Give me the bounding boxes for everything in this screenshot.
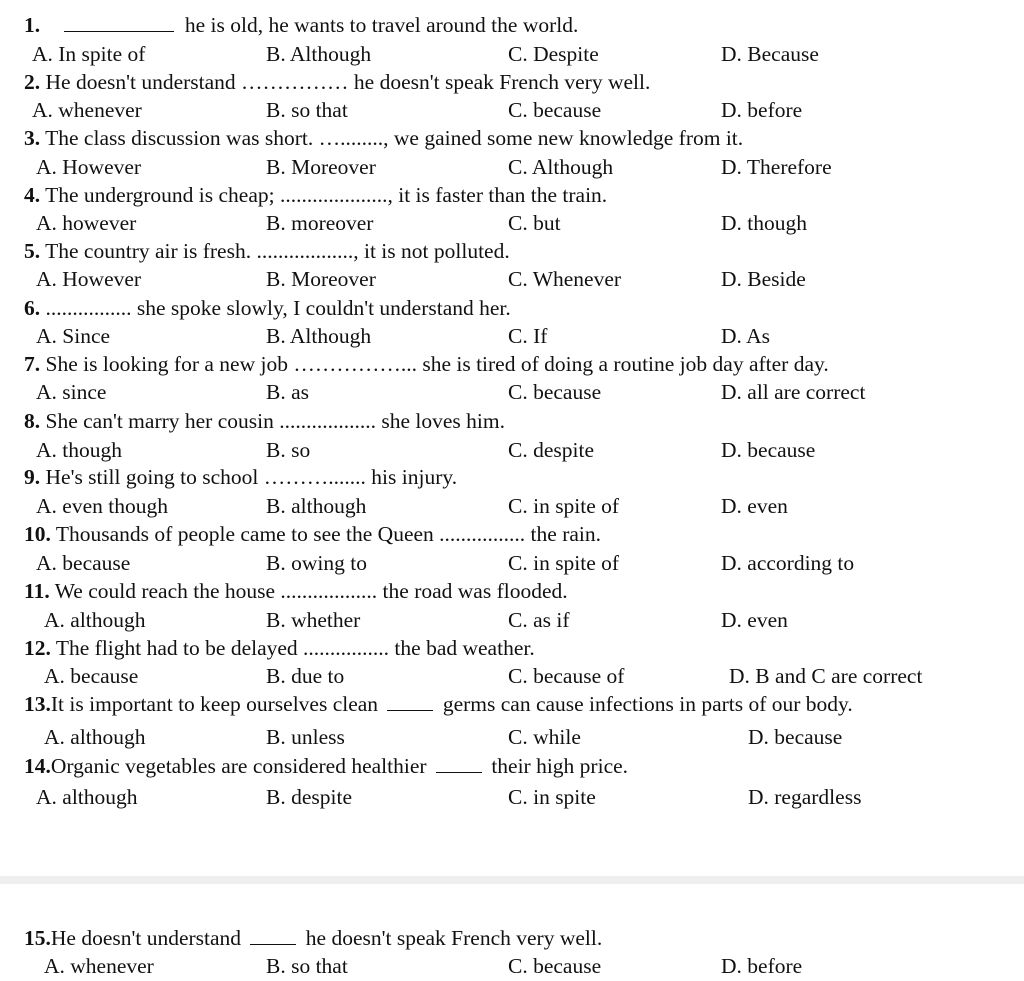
- question-14: [24, 753, 628, 779]
- question-10: [24, 521, 601, 547]
- option-a: A. although: [44, 608, 146, 632]
- question-number: 12.: [24, 636, 51, 660]
- option-d: D. regardless: [748, 785, 862, 809]
- option-c: C. in spite of: [508, 494, 620, 518]
- answer-blank: [250, 927, 296, 945]
- question-number: 15.: [24, 926, 51, 950]
- question-text-before: It is important to keep ourselves clean: [50, 692, 379, 716]
- option-a: A. however: [36, 211, 137, 235]
- worksheet-page-continued: [0, 884, 1024, 981]
- question-text-before: She is looking for a new job: [45, 352, 288, 376]
- option-b: B. Moreover: [266, 155, 376, 179]
- option-b: B. Although: [266, 42, 372, 66]
- option-d: D. according to: [721, 551, 855, 575]
- option-d: D. before: [721, 98, 803, 122]
- question-text-before: Thousands of people came to see the Queen: [55, 522, 434, 546]
- question-12: [24, 635, 535, 661]
- option-c: C. Whenever: [508, 267, 622, 291]
- question-text-after: the bad weather.: [394, 636, 535, 660]
- option-d: D. all are correct: [721, 380, 866, 404]
- option-c: C. because: [508, 98, 602, 122]
- option-a: A. even though: [36, 494, 168, 518]
- question-text-after: he doesn't speak French very well.: [353, 70, 651, 94]
- option-c: C. because of: [508, 664, 625, 688]
- option-c: C. but: [508, 211, 561, 235]
- option-b: B. Although: [266, 324, 372, 348]
- option-a: A. However: [36, 267, 142, 291]
- option-c: C. despite: [508, 438, 594, 462]
- option-b: B. so that: [266, 954, 348, 978]
- question-number: 11.: [24, 579, 50, 603]
- option-a: A. In spite of: [32, 42, 146, 66]
- question-text-after: she spoke slowly, I couldn't understand her.: [136, 296, 511, 320]
- question-5: [24, 238, 510, 264]
- question-text-after: he doesn't speak French very well.: [305, 926, 603, 950]
- question-7: [24, 351, 829, 377]
- option-b: B. although: [266, 494, 367, 518]
- option-c: C. in spite of: [508, 551, 620, 575]
- answer-blank: ................: [439, 522, 526, 546]
- question-text-before: He doesn't understand: [50, 926, 242, 950]
- option-a: A. though: [36, 438, 122, 462]
- option-d: D. As: [721, 324, 770, 348]
- option-b: B. moreover: [266, 211, 374, 235]
- question-text-before: He doesn't understand: [45, 70, 236, 94]
- answer-blank: ..................,: [256, 239, 359, 263]
- option-b: B. owing to: [266, 551, 367, 575]
- option-b: B. despite: [266, 785, 352, 809]
- question-text-after: his injury.: [371, 465, 458, 489]
- question-number: 6.: [24, 296, 41, 320]
- option-d: D. even: [721, 608, 788, 632]
- question-number: 5.: [24, 239, 41, 263]
- option-b: B. unless: [266, 725, 345, 749]
- question-number: 14.: [24, 754, 51, 778]
- question-text-before: She can't marry her cousin: [45, 409, 274, 433]
- answer-blank: [387, 693, 433, 711]
- option-c: C. If: [508, 324, 548, 348]
- question-9: [24, 464, 457, 490]
- option-c: C. because: [508, 380, 602, 404]
- question-13: [24, 691, 853, 717]
- answer-blank: [64, 14, 174, 32]
- option-d: D. before: [721, 954, 803, 978]
- option-a: A. whenever: [44, 954, 154, 978]
- question-15: [24, 925, 602, 951]
- option-a: A. because: [44, 664, 139, 688]
- question-number: 2.: [24, 70, 41, 94]
- question-number: 4.: [24, 183, 41, 207]
- option-c: C. Although: [508, 155, 614, 179]
- option-a: A. although: [36, 785, 138, 809]
- answer-blank: [436, 755, 482, 773]
- question-text-before: The underground is cheap;: [45, 183, 275, 207]
- question-text-after: the road was flooded.: [382, 579, 568, 603]
- question-text-before: Organic vegetables are considered healthier: [50, 754, 427, 778]
- option-b: B. as: [266, 380, 309, 404]
- option-a: A. whenever: [32, 98, 142, 122]
- question-8: [24, 408, 505, 434]
- question-text-after: she loves him.: [381, 409, 505, 433]
- question-number: 1.: [24, 13, 41, 37]
- question-text-before: We could reach the house: [54, 579, 276, 603]
- question-text-before: The flight had to be delayed: [55, 636, 298, 660]
- question-number: 10.: [24, 522, 51, 546]
- option-b: B. whether: [266, 608, 361, 632]
- answer-blank: ……………...: [293, 352, 417, 376]
- option-d: D. because: [721, 438, 816, 462]
- option-b: B. so that: [266, 98, 348, 122]
- option-b: B. Moreover: [266, 267, 376, 291]
- answer-blank: ..................: [279, 409, 376, 433]
- answer-blank: ..................: [280, 579, 378, 603]
- answer-blank: ……………: [241, 70, 349, 94]
- option-c: C. while: [508, 725, 581, 749]
- question-text-after: it is faster than the train.: [398, 183, 608, 207]
- question-text-after: it is not polluted.: [363, 239, 510, 263]
- option-c: C. as if: [508, 608, 570, 632]
- answer-blank: ................: [303, 636, 390, 660]
- option-a: A. Since: [36, 324, 111, 348]
- option-c: C. Despite: [508, 42, 599, 66]
- question-text-after: we gained some new knowledge from it.: [393, 126, 744, 150]
- option-c: C. because: [508, 954, 602, 978]
- option-a: A. although: [44, 725, 146, 749]
- question-number: 13.: [24, 692, 51, 716]
- option-a: A. since: [36, 380, 107, 404]
- question-4: [24, 182, 607, 208]
- answer-blank: ……….......: [263, 465, 366, 489]
- option-d: D. B and C are correct: [729, 664, 923, 688]
- option-b: B. due to: [266, 664, 345, 688]
- option-d: D. even: [721, 494, 788, 518]
- answer-blank: ....................,: [279, 183, 393, 207]
- question-6: [24, 295, 511, 321]
- question-text-after: germs can cause infections in parts of our body.: [442, 692, 853, 716]
- answer-blank: …........,: [318, 126, 389, 150]
- question-number: 9.: [24, 465, 41, 489]
- question-number: 3.: [24, 126, 41, 150]
- question-text-after: he is old, he wants to travel around the world.: [184, 13, 579, 37]
- question-number: 8.: [24, 409, 41, 433]
- option-d: D. because: [748, 725, 843, 749]
- page-divider: [0, 876, 1024, 884]
- question-text-before: The class discussion was short.: [45, 126, 314, 150]
- option-d: D. though: [721, 211, 807, 235]
- question-text-after: the rain.: [530, 522, 601, 546]
- question-text-before: He's still going to school: [45, 465, 259, 489]
- question-text-after: she is tired of doing a routine job day after day.: [422, 352, 829, 376]
- question-text-after: their high price.: [491, 754, 629, 778]
- option-a: A. because: [36, 551, 131, 575]
- option-b: B. so: [266, 438, 311, 462]
- option-d: D. Because: [721, 42, 819, 66]
- question-number: 7.: [24, 352, 41, 376]
- question-3: [24, 125, 743, 151]
- option-a: A. However: [36, 155, 142, 179]
- option-c: C. in spite: [508, 785, 596, 809]
- question-1: [24, 12, 578, 38]
- option-d: D. Beside: [721, 267, 806, 291]
- question-2: [24, 69, 650, 95]
- question-text-before: The country air is fresh.: [45, 239, 252, 263]
- option-d: D. Therefore: [721, 155, 832, 179]
- answer-blank: ................: [45, 296, 132, 320]
- question-11: [24, 578, 568, 604]
